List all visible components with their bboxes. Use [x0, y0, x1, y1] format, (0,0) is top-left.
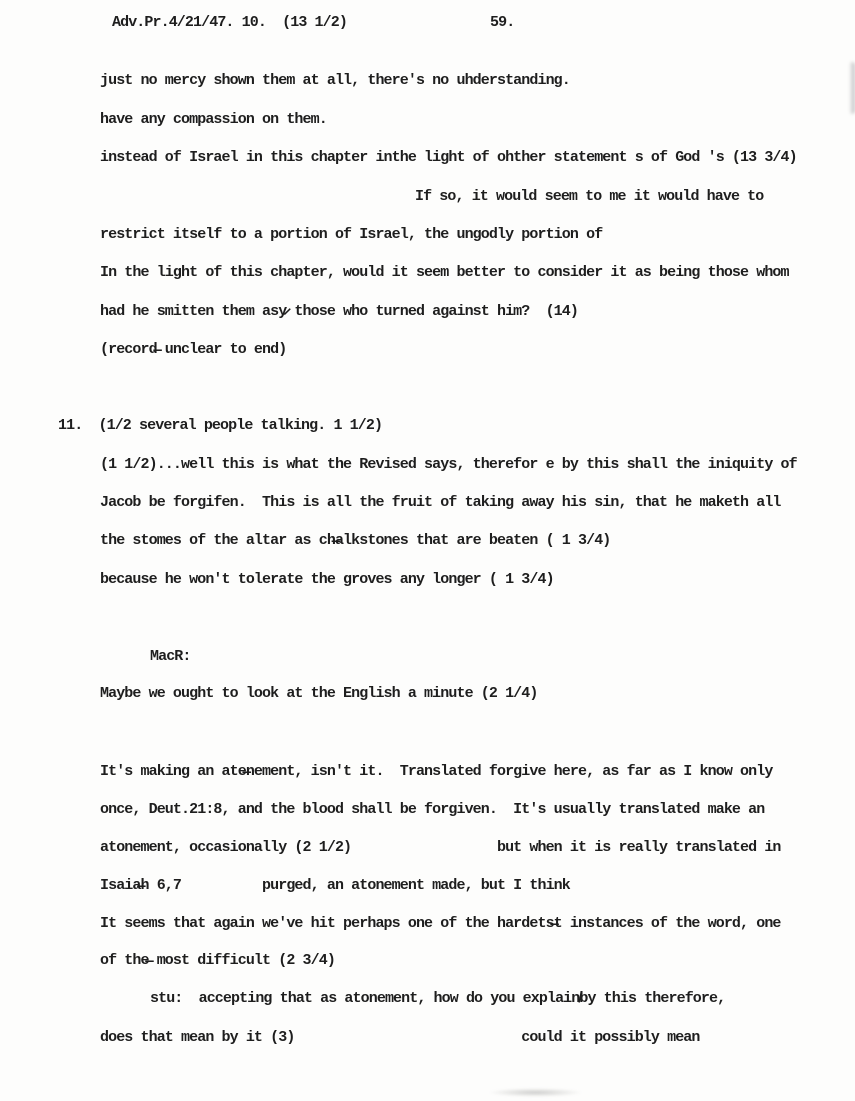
text-line: Adv.Pr.4/21/47. 10. (13 1/2): [112, 14, 347, 31]
text-line: MacR:: [150, 648, 191, 665]
text-line: just no mercy shown them at all, there's no uhderstanding.: [100, 72, 570, 89]
text-line: It seems that again we've hit perhaps one of the hardets̶t instances of the word, one: [100, 915, 781, 932]
text-line: If so, it would seem to me it would have to: [415, 188, 764, 205]
text-line: (1 1/2)...well this is what the Revised says, therefor e by this shall the iniquity of: [100, 456, 797, 473]
text-line: In the light of this chapter, would it seem better to consider it as being those whom: [100, 264, 789, 281]
text-line: Jacob be forgifen. This is all the fruit of taking away his sin, that he maketh all: [100, 494, 781, 511]
scan-mark-right-edge: [849, 62, 855, 114]
text-line: because he won't tolerate the groves any longer ( 1 3/4): [100, 571, 554, 588]
text-line: It's making an ate̶nement, isn't it. Translated forgive here, as far as I know only: [100, 763, 773, 780]
text-line: 11. (1/2 several people talking. 1 1/2): [58, 417, 383, 434]
text-line: of the̶ most difficult (2 3/4): [100, 952, 335, 969]
text-line: 59.: [490, 14, 515, 31]
text-line: restrict itself to a portion of Israel, the ungodly portion of: [100, 226, 603, 243]
text-line: have any compassion on them.: [100, 111, 327, 128]
text-line: Isaia̶h 6,7 purged, an atonement made, but I think: [100, 877, 570, 894]
scan-smudge-bottom: [488, 1088, 583, 1097]
text-line: atonement, occasionally (2 1/2) but when it is really translated in: [100, 839, 781, 856]
text-line: stu: accepting that as atonement, how do you explain̸by this therefore,: [150, 990, 726, 1007]
text-line: had he smitten them asy̷ those who turned against him? (14): [100, 303, 578, 320]
text-line: once, Deut.21:8, and the blood shall be forgiven. It's usually translated make an: [100, 801, 765, 818]
text-line: instead of Israel in this chapter inthe light of ohther statement s of God 's (13 3/4): [100, 149, 797, 166]
text-line: the stomes of the altar as ch̶alkstones that are beaten ( 1 3/4): [100, 532, 611, 549]
text-line: Maybe we ought to look at the English a minute (2 1/4): [100, 685, 538, 702]
text-line: does that mean by it (3) could it possibly mean: [100, 1029, 700, 1046]
text-line: (record̶ unclear to end): [100, 341, 287, 358]
